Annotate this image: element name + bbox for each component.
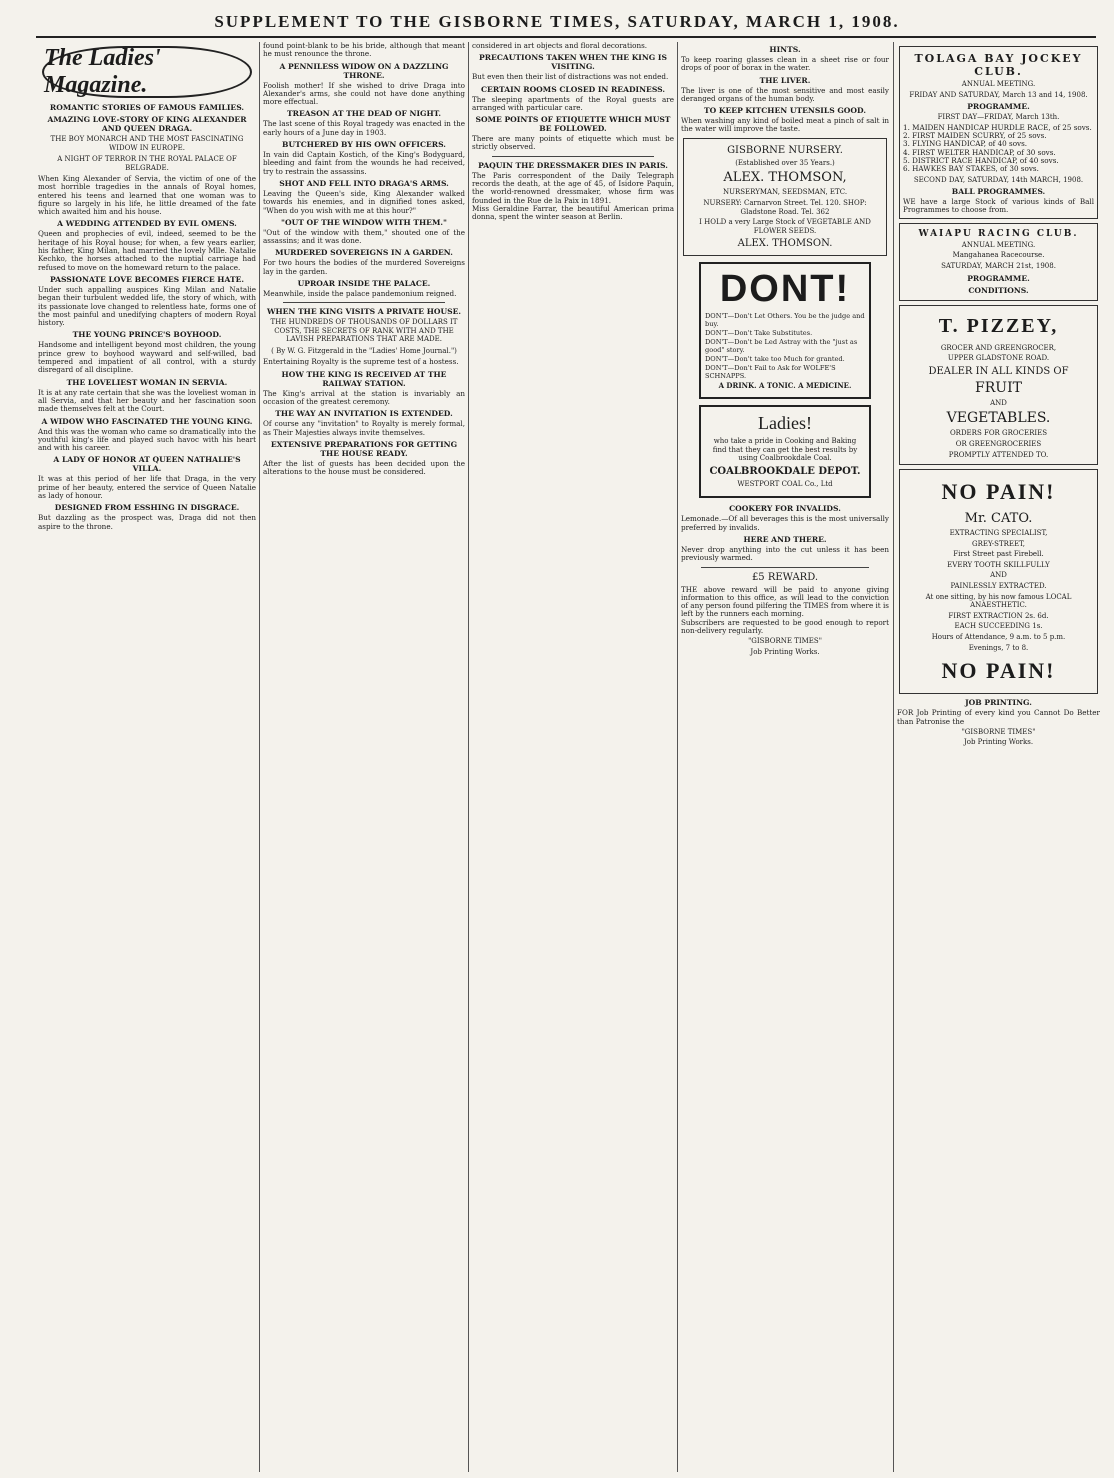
article-subheading: THE BOY MONARCH AND THE MOST FASCINATING WIDOW IN EUROPE. — [50, 135, 244, 152]
tolaga-advertisement — [899, 46, 1098, 219]
job-printing-signature: "GISBORNE TIMES" — [961, 727, 1036, 736]
nursery-firm: ALEX. THOMSON, — [723, 170, 847, 186]
article-paragraph: And this was the woman who came so dramatically into the youthful king's life and played such havoc with his heart and with his career. — [38, 426, 256, 453]
article-paragraph: There are many points of etiquette which must be strictly observed. — [472, 134, 674, 152]
cato-advertisement — [899, 469, 1098, 694]
coal-advertisement — [699, 405, 871, 498]
cato-line: AND — [990, 571, 1007, 580]
cato-fee: FIRST EXTRACTION 2s. 6d. — [948, 611, 1049, 620]
dont-advertisement — [699, 262, 871, 399]
pizzey-orders: ORDERS FOR GROCERIES — [949, 429, 1048, 438]
article-subheading: THE WAY AN INVITATION IS EXTENDED. — [275, 409, 453, 419]
ball-programmes-text: WE have a large Stock of various kinds of Ball Programmes to choose from. — [903, 197, 1094, 215]
cato-line: At one sitting, by his now famous LOCAL ANAESTHETIC. — [925, 592, 1072, 610]
supplement-header: SUPPLEMENT TO THE GISBORNE TIMES, SATURDAY, MARCH 1, 1908. — [214, 12, 900, 31]
article-subheading: A PENNILESS WIDOW ON A DAZZLING THRONE. — [279, 61, 449, 80]
article-headline: THE LIVER. — [759, 75, 811, 85]
cato-name: Mr. CATO. — [964, 511, 1033, 527]
header-rule — [36, 36, 1096, 38]
dont-slogan: A DRINK. A TONIC. A MEDICINE. — [718, 381, 852, 391]
programme-title: PROGRAMME. — [967, 102, 1030, 112]
waiapu-advertisement — [899, 223, 1098, 301]
pizzey-dealer: DEALER IN ALL KINDS OF — [928, 365, 1069, 377]
nursery-advertisement — [683, 138, 887, 257]
column-rule — [468, 42, 469, 1472]
race-day: FIRST DAY—FRIDAY, March 13th. — [937, 113, 1060, 122]
article-subheading: PASSIONATE LOVE BECOMES FIERCE HATE. — [49, 274, 245, 284]
article-subheading: THE HUNDREDS OF THOUSANDS OF DOLLARS IT COSTS, THE SECRETS OF RANK WITH AND THE LAVISH PREPARATIONS THAT ARE MADE. — [270, 318, 458, 344]
pizzey-address: UPPER GLADSTONE ROAD. — [947, 354, 1050, 363]
race-entry: 5. DISTRICT RACE HANDICAP, of 40 sovs. — [903, 155, 1059, 165]
coal-company: WESTPORT COAL Co., Ltd — [737, 479, 833, 488]
article-subheading: DESIGNED FROM ESSHING IN DISGRACE. — [54, 503, 240, 513]
cato-hours: Hours of Attendance, 9 a.m. to 5 p.m. — [931, 633, 1066, 642]
article-subheading: A WEDDING ATTENDED BY EVIL OMENS. — [57, 219, 237, 229]
article-headline: HINTS. — [769, 45, 801, 54]
article-subheading: MURDERED SOVEREIGNS IN A GARDEN. — [275, 248, 453, 258]
article-paragraph: The Paris correspondent of the Daily Telegraph records the death, at the age of 45, of Isidore Paquin, the world-renowned dressmaker, whose firm was founded in the Rue de la Paix in 1891. — [472, 170, 674, 205]
pizzey-orders: PROMPTLY ATTENDED TO. — [948, 450, 1049, 459]
coal-depot: COALBROOKDALE DEPOT. — [709, 465, 861, 477]
job-printing-title: JOB PRINTING. — [965, 698, 1032, 708]
waiapu-date: SATURDAY, MARCH 21st, 1908. — [941, 261, 1056, 270]
race-day: SECOND DAY, SATURDAY, 14th MARCH, 1908. — [913, 175, 1084, 184]
article-subheading: SOME POINTS OF ETIQUETTE WHICH MUST BE FOLLOWED. — [475, 115, 671, 134]
article-subheading: A NIGHT OF TERROR IN THE ROYAL PALACE OF BELGRADE. — [57, 155, 237, 172]
article-paragraph: Foolish mother! If she wished to drive Draga into Alexander's arms, she could not have done anything more effectual. — [263, 80, 465, 107]
article-paragraph: considered in art objects and floral decorations. — [472, 42, 648, 50]
article-subheading: TREASON AT THE DEAD OF NIGHT. — [287, 109, 441, 119]
article-headline: PAQUIN THE DRESSMAKER DIES IN PARIS. — [478, 160, 668, 170]
ladies-text: who take a pride in Cooking and Baking find that they can get the best results by using Coalbrookdale Coal. — [712, 436, 858, 463]
nursery-text: I HOLD a very Large Stock of VEGETABLE AND FLOWER SEEDS. — [699, 218, 871, 235]
article-subheading: TO KEEP KITCHEN UTENSILS GOOD. — [703, 106, 866, 116]
pizzey-orders: OR GREENGROCERIES — [955, 439, 1042, 448]
dont-title: DONT! — [719, 268, 851, 311]
column-rule — [893, 42, 894, 1472]
article-paragraph: "Out of the window with them," shouted one of the assassins; and it was done. — [263, 227, 465, 246]
cato-fee: EACH SUCCEEDING 1s. — [954, 622, 1043, 631]
article-paragraph: But dazzling as the prospect was, Draga did not then aspire to the throne. — [38, 513, 256, 531]
article-paragraph: Leaving the Queen's side, King Alexander walked towards his enemies, and in dignified tones asked, "When do you wish with me at this hour?" — [263, 188, 465, 215]
byline: ( By W. G. Fitzgerald in the "Ladies' Home Journal.") — [271, 346, 457, 355]
article-paragraph: For two hours the bodies of the murdered Sovereigns lay in the garden. — [263, 258, 465, 276]
no-pain-heading: NO PAIN! — [941, 658, 1056, 684]
dont-line: DON'T—Don't Fail to Ask for WOLFE'S SCHNAPPS. — [705, 364, 836, 381]
article-paragraph: When King Alexander of Servia, the victim of one of the most horrible tragedies in the annals of Royal homes, entered his teens and learned that one woman was to figure so largely in his life, he little dreamed of the fate which awaited him and his house. — [38, 174, 256, 217]
article-paragraph: The last scene of this Royal tragedy was enacted in the early hours of a June day in 1903. — [263, 119, 465, 137]
waiapu-title: WAIAPU RACING CLUB. — [918, 228, 1079, 239]
race-entry: 4. FIRST WELTER HANDICAP, of 30 sovs. — [903, 147, 1056, 157]
column-3 — [472, 42, 674, 1472]
tolaga-meeting: ANNUAL MEETING. — [961, 80, 1036, 88]
reward-text: THE above reward will be paid to anyone giving information to this office, as will lead to the conviction of any person found pilfering the TIMES from where it is left by the runners each morning. — [681, 584, 889, 619]
article-paragraph: After the list of guests has been decided upon the alterations to the house must be considered. — [263, 458, 465, 477]
article-paragraph: It is at any rate certain that she was the loveliest woman in all Servia, and that her beauty and her fascination soon made themselves felt at the Court. — [38, 387, 256, 414]
dont-line: DON'T—Don't Let Others. You be the judge and buy. — [705, 312, 865, 329]
race-entry: 6. HAWKES BAY STAKES, of 30 sovs. — [903, 164, 1039, 174]
pizzey-trade: GROCER AND GREENGROCER, — [940, 343, 1057, 352]
nursery-established: (Established over 35 Years.) — [735, 158, 835, 167]
section-heading: ROMANTIC STORIES OF FAMOUS FAMILIES. — [49, 103, 245, 112]
article-paragraph: It was at this period of her life that Draga, in the very prime of her beauty, entered the service of Queen Natalie as lady of honour. — [38, 474, 256, 501]
cato-line: EVERY TOOTH SKILLFULLY — [947, 560, 1050, 569]
article-subheading: HOW THE KING IS RECEIVED AT THE RAILWAY STATION. — [281, 369, 447, 388]
column-rule — [259, 42, 260, 1472]
article-subheading: THE YOUNG PRINCE'S BOYHOOD. — [72, 330, 222, 340]
ladies-title: Ladies! — [758, 412, 812, 433]
cato-trade: EXTRACTING SPECIALIST, — [949, 529, 1048, 538]
article-paragraph: The King's arrival at the station is invariably an occasion of the greatest ceremony. — [263, 388, 465, 406]
article-subheading: THE LOVELIEST WOMAN IN SERVIA. — [66, 377, 228, 387]
article-paragraph: Of course any "invitation" to Royalty is merely formal, as Their Majesties always invite themselves. — [263, 419, 465, 437]
column-rule — [677, 42, 678, 1472]
cato-address: GREY-STREET, — [971, 539, 1025, 548]
ball-programmes-title: BALL PROGRAMMES. — [951, 187, 1046, 197]
nursery-address: NURSERY: Carnarvon Street. Tel. 120. SHOP: Gladstone Road. Tel. 362 — [703, 198, 867, 216]
nursery-signature: ALEX. THOMSON. — [737, 238, 833, 250]
article-subheading: SHOT AND FELL INTO DRAGA'S ARMS. — [279, 178, 449, 188]
article-paragraph: Handsome and intelligent beyond most children, the young prince grew to boyhood wayward and self-willed, bad tempered and impatient of all control, with a sturdy disregard of all discipline. — [38, 340, 256, 375]
race-entry: 1. MAIDEN HANDICAP HURDLE RACE, of 25 sovs. — [903, 122, 1092, 132]
pizzey-name: T. PIZZEY, — [938, 314, 1059, 337]
article-paragraph: Meanwhile, inside the palace pandemonium reigned. — [263, 289, 457, 299]
article-paragraph: The sleeping apartments of the Royal guests are arranged with particular care. — [472, 94, 674, 112]
column-2 — [263, 42, 465, 1472]
reward-title: £5 REWARD. — [751, 571, 819, 583]
article-paragraph: Miss Geraldine Farrar, the beautiful American prima donna, spent the winter season at Berlin. — [472, 203, 674, 222]
divider — [701, 567, 869, 568]
column-5 — [897, 42, 1100, 1472]
cato-line: PAINLESSLY EXTRACTED. — [950, 582, 1047, 591]
ladies-magazine-masthead: The Ladies' Magazine. — [42, 46, 252, 98]
tolaga-title: TOLAGA BAY JOCKEY CLUB. — [914, 52, 1083, 78]
waiapu-meeting: ANNUAL MEETING. — [961, 240, 1036, 249]
waiapu-venue: Mangahanea Racecourse. — [952, 251, 1045, 260]
cato-address: First Street past Firebell. — [953, 550, 1044, 559]
race-entry: 3. FLYING HANDICAP, of 40 sovs. — [903, 139, 1028, 149]
no-pain-heading: NO PAIN! — [941, 479, 1056, 505]
article-paragraph: Under such appalling auspices King Milan and Natalie began their turbulent wedded life, the story of which, with its passionate love changed to relentless hate, forms one of the most painful and unedifying chapters of modern Royal history. — [38, 284, 256, 328]
article-subheading: CERTAIN ROOMS CLOSED IN READINESS. — [480, 84, 665, 94]
tolaga-days: FRIDAY AND SATURDAY, March 13 and 14, 1908. — [909, 90, 1088, 99]
dont-line: DON'T—Don't be Led Astray with the "just as good" story. — [705, 338, 858, 355]
article-headline: AMAZING LOVE-STORY OF KING ALEXANDER AND QUEEN DRAGA. — [47, 115, 247, 133]
article-subheading: HERE AND THERE. — [743, 534, 827, 544]
article-subheading: EXTENSIVE PREPARATIONS FOR GETTING THE HOUSE READY. — [270, 439, 458, 458]
article-paragraph: Queen and prophecies of evil, indeed, seemed to be the heritage of his Royal house; for when, a few years earlier, his father, King Milan, had married the lovely Mlle. Natalie Kechko, the horses attached to the nuptial carriage had refused to move on the homeward return to the palace. — [38, 229, 256, 272]
article-subheading: A LADY OF HONOR AT QUEEN NATHALIE'S VILLA. — [53, 455, 241, 474]
dont-line: DON'T—Don't take too Much for granted. — [705, 355, 845, 364]
article-paragraph: Never drop anything into the cut unless it has been previously warmed. — [681, 544, 889, 563]
pizzey-advertisement — [899, 305, 1098, 466]
dont-line: DON'T—Don't Take Substitutes. — [705, 329, 813, 338]
pizzey-vegetables: VEGETABLES. — [946, 410, 1051, 427]
article-headline: WHEN THE KING VISITS A PRIVATE HOUSE. — [266, 307, 462, 317]
reward-signature: Job Printing Works. — [750, 647, 820, 656]
article-paragraph: Lemonade.—Of all beverages this is the most universally preferred by invalids. — [681, 514, 889, 532]
article-paragraph: When washing any kind of boiled meat a pinch of salt in the water will improve the taste. — [681, 116, 889, 134]
waiapu-conditions: CONDITIONS. — [968, 285, 1029, 295]
article-paragraph: But even then their list of distractions was not ended. — [472, 72, 669, 82]
article-subheading: PRECAUTIONS TAKEN WHEN THE KING IS VISITING. — [479, 53, 667, 72]
article-paragraph: found point-blank to be his bride, although that meant he must renounce the throne. — [263, 42, 465, 59]
pizzey-fruit: FRUIT — [975, 379, 1022, 396]
article-subheading: COOKERY FOR INVALIDS. — [729, 504, 841, 514]
article-subheading: BUTCHERED BY HIS OWN OFFICERS. — [282, 140, 446, 150]
article-paragraph: Entertaining Royalty is the supreme test of a hostess. — [263, 357, 459, 367]
job-printing-signature: Job Printing Works. — [963, 738, 1034, 747]
article-paragraph: The liver is one of the most sensitive and most easily deranged organs of the human body. — [681, 85, 889, 103]
article-subheading: A WIDOW WHO FASCINATED THE YOUNG KING. — [41, 416, 253, 426]
article-subheading: "OUT OF THE WINDOW WITH THEM." — [281, 217, 447, 227]
reward-note: Subscribers are requested to be good enough to report non-delivery regularly. — [681, 617, 889, 635]
column-1 — [38, 42, 256, 1472]
divider — [492, 156, 654, 157]
nursery-name: GISBORNE NURSERY. — [727, 144, 843, 156]
reward-signature: "GISBORNE TIMES" — [748, 637, 822, 646]
nursery-trade: NURSERYMAN, SEEDSMAN, ETC. — [722, 188, 848, 197]
cato-hours: Evenings, 7 to 8. — [968, 643, 1029, 652]
pizzey-and: AND — [990, 398, 1007, 407]
divider — [283, 302, 445, 303]
job-printing-text: FOR Job Printing of every kind you Cannot Do Better than Patronise the — [897, 708, 1100, 726]
waiapu-programme: PROGRAMME. — [967, 273, 1030, 283]
race-entry: 2. FIRST MAIDEN SCURRY, of 25 sovs. — [903, 131, 1047, 141]
article-paragraph: In vain did Captain Kostich, of the King's Bodyguard, bleeding and faint from the wounds he had received, try to restrain the assassins. — [263, 150, 465, 176]
article-subheading: UPROAR INSIDE THE PALACE. — [297, 279, 431, 289]
article-paragraph: To keep roaring glasses clean in a sheet rise or four drops of poor of borax in the water. — [681, 55, 889, 73]
column-4 — [681, 42, 889, 1472]
